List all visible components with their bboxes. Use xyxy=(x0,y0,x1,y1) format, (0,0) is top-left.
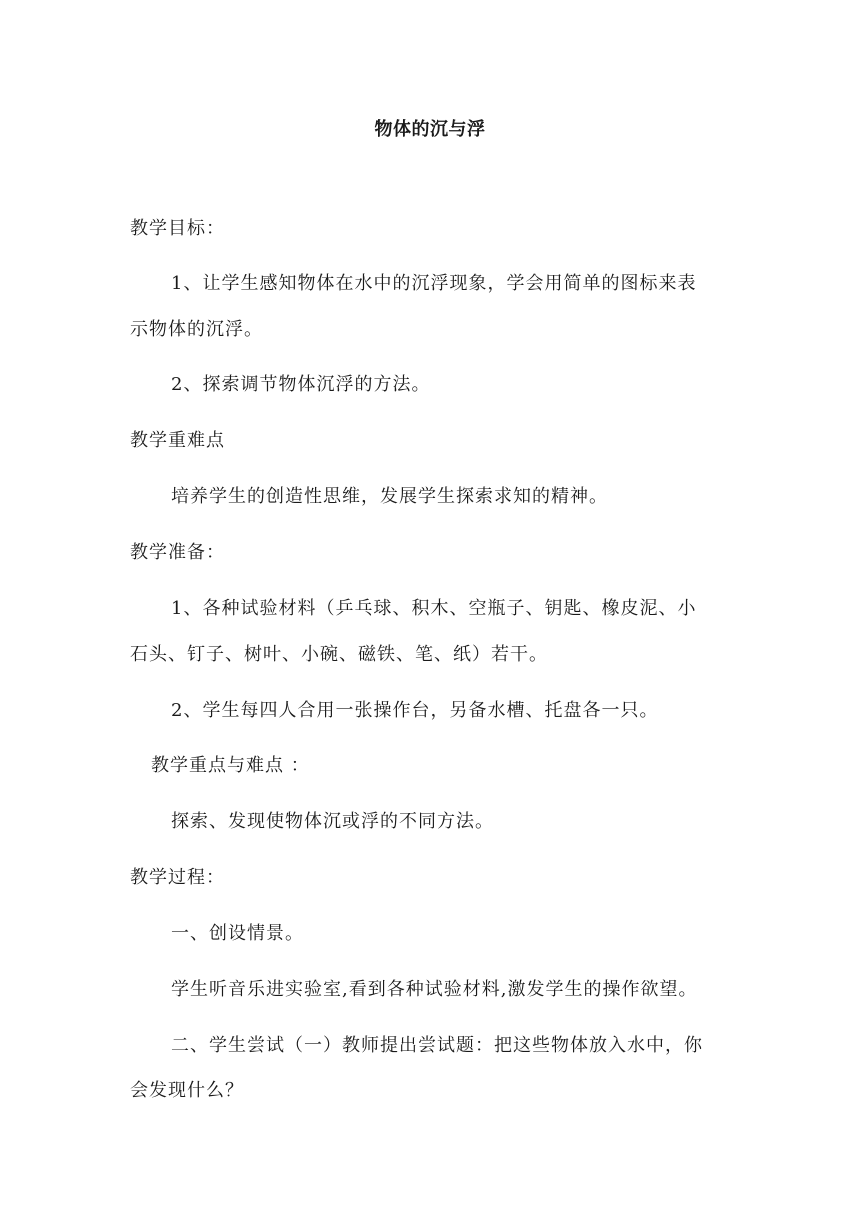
process-step-2-line-2: 会发现什么？ xyxy=(130,1080,244,1101)
preparation-1-line-2: 石头、钉子、树叶、小碗、磁铁、笔、纸）若干。 xyxy=(130,644,548,665)
process-step-2-line-1: 二、学生尝试（一）教师提出尝试题：把这些物体放入水中，你 xyxy=(171,1035,703,1056)
focus-text: 探索、发现使物体沉或浮的不同方法。 xyxy=(171,811,494,832)
objective-1-line-2: 示物体的沉浮。 xyxy=(130,319,263,340)
section-heading-key-difficulties: 教学重难点 xyxy=(130,430,225,451)
document-title: 物体的沉与浮 xyxy=(374,119,486,140)
section-heading-preparation: 教学准备： xyxy=(130,542,225,563)
key-difficulties-text: 培养学生的创造性思维，发展学生探索求知的精神。 xyxy=(171,486,608,507)
process-step-1: 一、创设情景。 xyxy=(171,923,304,944)
section-heading-process: 教学过程： xyxy=(130,867,225,888)
section-heading-objectives: 教学目标： xyxy=(130,218,225,239)
process-step-1-text: 学生听音乐进实验室,看到各种试验材料,激发学生的操作欲望。 xyxy=(171,979,698,1000)
objective-2: 2、探索调节物体沉浮的方法。 xyxy=(171,374,431,395)
section-heading-focus: 教学重点与难点 ： xyxy=(151,755,310,776)
preparation-1-line-1: 1、各种试验材料（乒乓球、积木、空瓶子、钥匙、橡皮泥、小 xyxy=(171,598,697,619)
objective-1-line-1: 1、让学生感知物体在水中的沉浮现象，学会用简单的图标来表 xyxy=(171,273,697,294)
preparation-2: 2、学生每四人合用一张操作台，另备水槽、托盘各一只。 xyxy=(171,700,659,721)
